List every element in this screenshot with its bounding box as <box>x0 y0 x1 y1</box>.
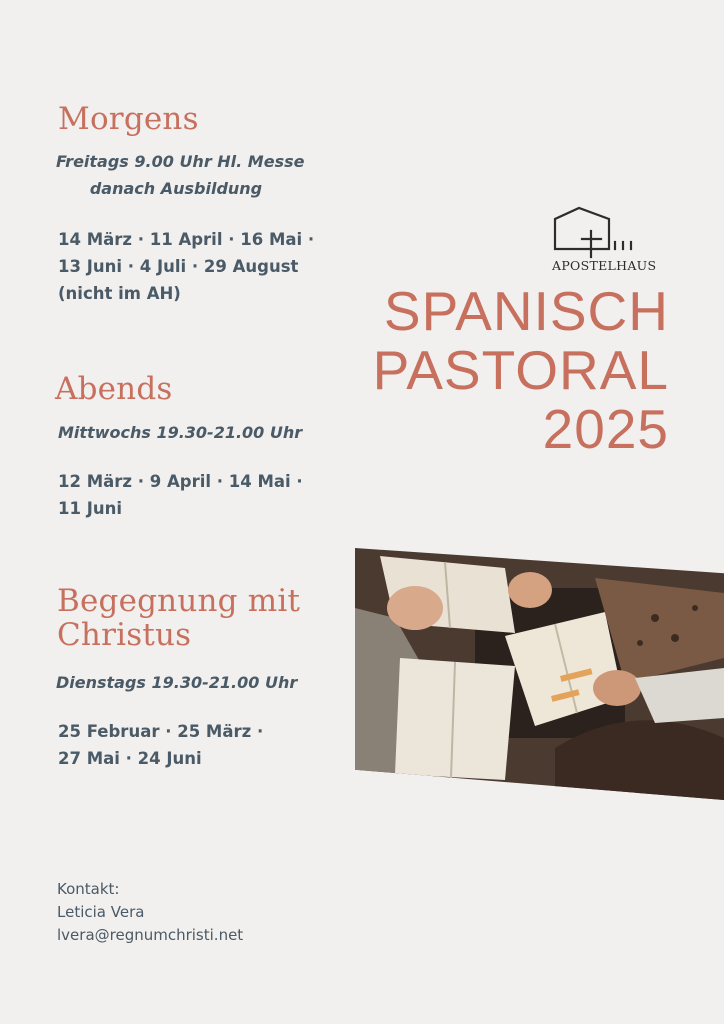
event-title-line: 2025 <box>542 398 669 460</box>
contact-email[interactable]: lvera@regnumchristi.net <box>57 926 244 944</box>
morgens-schedule <box>56 148 305 202</box>
morgens-dates-line: 14 März · 11 April · 16 Mai · <box>58 230 315 249</box>
group-bible-study-photo <box>355 548 724 800</box>
begegnung-heading <box>57 584 300 652</box>
begegnung-heading-line: Begegnung mit <box>57 583 301 619</box>
abends-schedule <box>58 419 302 446</box>
contact-block <box>57 878 243 947</box>
abends-dates-line: 11 Juni <box>58 499 122 518</box>
event-title <box>373 282 669 459</box>
morgens-schedule-line: danach Ausbildung <box>89 179 263 198</box>
morgens-dates <box>58 226 314 307</box>
abends-dates-line: 12 März · 9 April · 14 Mai · <box>58 472 303 491</box>
photo-illustration <box>355 548 724 800</box>
contact-name: Leticia Vera <box>57 903 145 921</box>
abends-heading: Abends <box>55 371 173 407</box>
abends-dates <box>58 468 303 522</box>
begegnung-dates <box>58 718 263 772</box>
event-title-line: SPANISCH <box>383 280 669 342</box>
morgens-schedule-line: Freitags 9.00 Uhr Hl. Messe <box>56 152 305 171</box>
morgens-heading: Morgens <box>58 101 199 137</box>
begegnung-schedule <box>56 669 297 696</box>
morgens-dates-line: 13 Juni · 4 Juli · 29 August <box>58 257 299 276</box>
abends-schedule-line: Mittwochs 19.30-21.00 Uhr <box>58 423 303 442</box>
contact-label: Kontakt: <box>57 880 120 898</box>
begegnung-dates-line: 27 Mai · 24 Juni <box>58 749 202 768</box>
logo-text: APOSTELHAUS <box>552 258 657 273</box>
event-title-line: PASTORAL <box>372 339 669 401</box>
morgens-dates-line: (nicht im AH) <box>58 284 181 303</box>
begegnung-schedule-line: Dienstags 19.30-21.00 Uhr <box>56 673 298 692</box>
begegnung-heading-line: Christus <box>57 617 192 653</box>
begegnung-dates-line: 25 Februar · 25 März · <box>58 722 264 741</box>
